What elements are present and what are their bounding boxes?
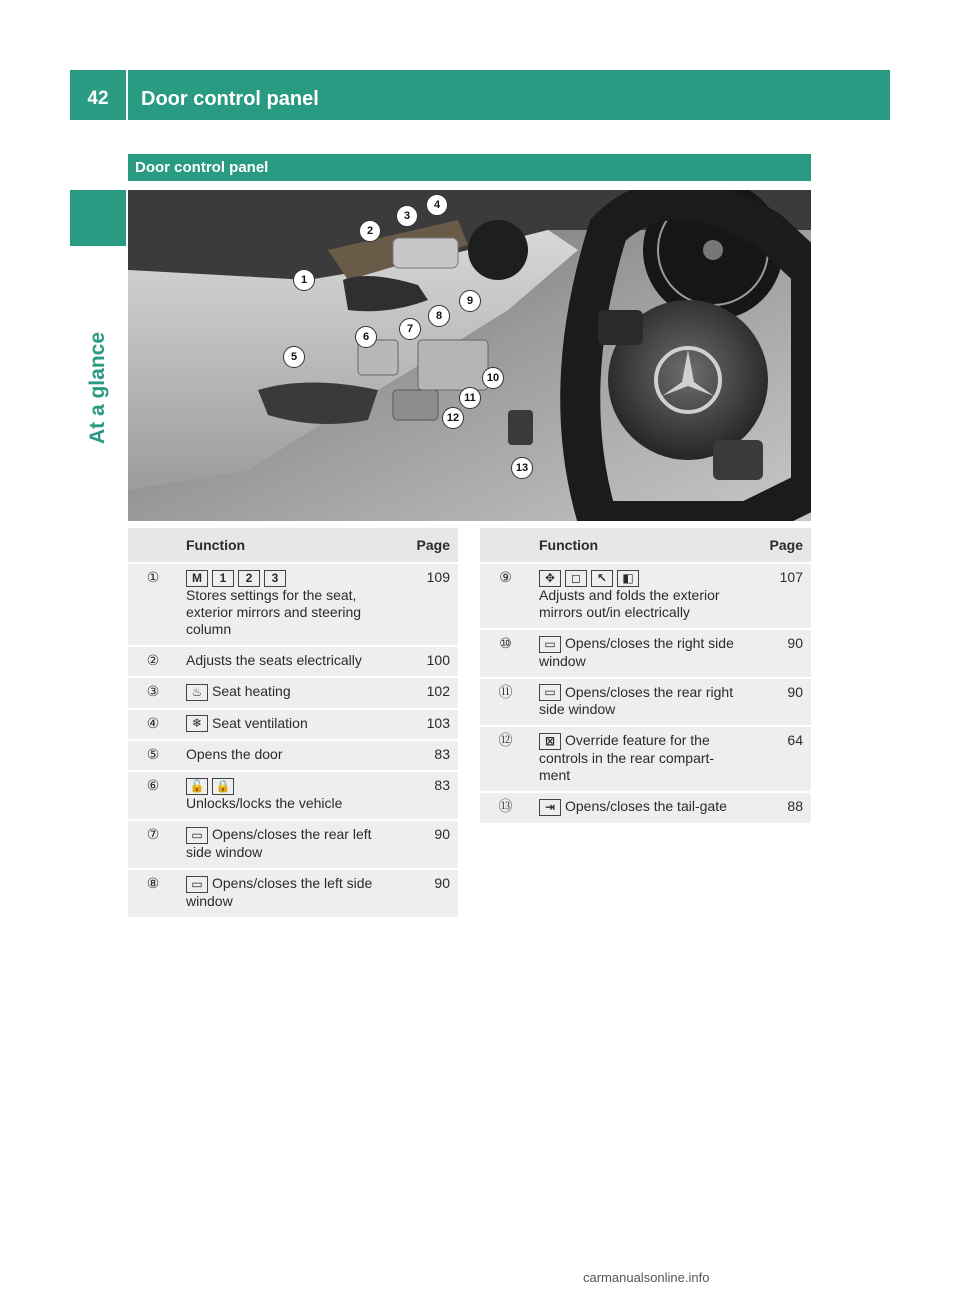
callout-13: 13 xyxy=(511,457,533,479)
window-icon: ▭ xyxy=(539,636,561,653)
mirror-right-icon: ◧ xyxy=(617,570,639,587)
row-page[interactable]: 90 xyxy=(397,868,458,917)
function-text: Opens/closes the tail-gate xyxy=(565,798,727,815)
function-text: Opens/closes the rear left side window xyxy=(186,826,372,860)
row-function xyxy=(178,645,397,676)
table-row xyxy=(128,739,458,770)
table-row xyxy=(480,725,811,791)
row-function xyxy=(178,819,397,868)
function-text: Adjusts and folds the exterior mirrors out/in electrically xyxy=(539,586,720,620)
override-icon: ⊠ xyxy=(539,733,561,750)
callout-7: 7 xyxy=(399,318,421,340)
callout-12: 12 xyxy=(442,407,464,429)
mirror-adjust-icon: ✥ xyxy=(539,570,561,587)
callout-3: 3 xyxy=(396,205,418,227)
row-number: ⑨ xyxy=(480,562,531,628)
row-page[interactable]: 103 xyxy=(397,708,458,740)
callout-4: 4 xyxy=(426,194,448,216)
table-row xyxy=(128,562,458,645)
row-page[interactable]: 64 xyxy=(750,725,811,791)
function-text: Opens/closes the left side window xyxy=(186,874,373,909)
function-text: Stores settings for the seat, exterior mirrors and steering column xyxy=(186,586,362,637)
page-number: 42 xyxy=(87,88,109,109)
key-icons xyxy=(539,798,565,814)
row-number: ⑧ xyxy=(128,868,178,917)
key-icons xyxy=(186,875,212,891)
side-tab-label: At a glance xyxy=(86,331,109,445)
key-icons xyxy=(539,635,565,651)
table-row xyxy=(128,819,458,868)
table-header-num xyxy=(480,528,531,562)
table-row xyxy=(480,628,811,677)
row-function xyxy=(531,628,750,677)
window-icon: ▭ xyxy=(186,876,208,893)
function-text: Unlocks/locks the vehicle xyxy=(186,795,343,812)
row-function xyxy=(178,739,397,770)
table-row xyxy=(480,791,811,823)
row-page[interactable]: 100 xyxy=(397,645,458,676)
side-tab-block xyxy=(70,190,126,246)
window-icon: ▭ xyxy=(186,827,208,844)
row-function xyxy=(178,708,397,740)
mirror-fold-icon: ↖ xyxy=(591,570,613,587)
row-page[interactable]: 102 xyxy=(397,676,458,708)
callout-2: 2 xyxy=(359,220,381,242)
row-number: ⑤ xyxy=(128,739,178,770)
callout-5: 5 xyxy=(283,346,305,368)
mirror-icon: ◻ xyxy=(565,570,587,587)
callout-6: 6 xyxy=(355,326,377,348)
function-text: Seat ventilation xyxy=(212,714,308,731)
row-page[interactable]: 83 xyxy=(397,739,458,770)
row-number: ⑫ xyxy=(480,725,531,791)
row-page[interactable]: 90 xyxy=(750,677,811,726)
seat-ventilation-icon: ❄ xyxy=(186,715,208,732)
window-icon: ▭ xyxy=(539,684,561,701)
row-number: ⑦ xyxy=(128,819,178,868)
callout-8: 8 xyxy=(428,305,450,327)
memory-key-icon: 1 xyxy=(212,570,234,587)
tailgate-icon: ⇥ xyxy=(539,799,561,816)
key-icons xyxy=(186,569,389,587)
callout-11: 11 xyxy=(459,387,481,409)
key-icons xyxy=(186,777,389,795)
row-number: ⑬ xyxy=(480,791,531,823)
table-row xyxy=(480,677,811,726)
callout-10: 10 xyxy=(482,367,504,389)
table-header-function: Function xyxy=(531,528,750,562)
row-function xyxy=(531,677,750,726)
table-header-page: Page xyxy=(397,528,458,562)
function-text: Seat heating xyxy=(212,682,291,699)
page-title: Door control panel xyxy=(141,88,319,110)
function-text: Opens/closes the right side window xyxy=(539,634,734,669)
table-row xyxy=(128,676,458,708)
memory-key-icon: 2 xyxy=(238,570,260,587)
memory-key-icon: M xyxy=(186,570,208,587)
row-function xyxy=(531,725,750,791)
row-function xyxy=(178,562,397,645)
row-function xyxy=(178,770,397,819)
unlock-icon: 🔓 xyxy=(186,778,208,795)
table-row xyxy=(480,562,811,628)
door-control-panel-photo xyxy=(128,190,811,521)
lock-icon: 🔒 xyxy=(212,778,234,795)
callout-9: 9 xyxy=(459,290,481,312)
function-text: Adjusts the seats electrically xyxy=(186,651,362,668)
section-title: Door control panel xyxy=(135,159,269,176)
row-function xyxy=(178,868,397,917)
callout-1: 1 xyxy=(293,269,315,291)
function-text: Opens/closes the rear right side window xyxy=(539,683,734,718)
table-row xyxy=(128,770,458,819)
row-function xyxy=(531,562,750,628)
row-page[interactable]: 90 xyxy=(397,819,458,868)
key-icons xyxy=(539,569,742,587)
row-page[interactable]: 90 xyxy=(750,628,811,677)
row-number: ② xyxy=(128,645,178,676)
table-header-num xyxy=(128,528,178,562)
row-function xyxy=(531,791,750,823)
row-number: ③ xyxy=(128,676,178,708)
row-number: ⑪ xyxy=(480,677,531,726)
key-icons xyxy=(539,732,565,748)
function-text: Opens the door xyxy=(186,746,283,763)
function-table-right xyxy=(480,528,811,823)
key-icons xyxy=(186,826,212,842)
key-icons xyxy=(539,684,565,700)
row-number: ① xyxy=(128,562,178,645)
seat-heating-icon: ♨ xyxy=(186,684,208,701)
watermark-text: carmanualsonline.info xyxy=(583,1270,710,1285)
row-page[interactable]: 109 xyxy=(397,562,458,645)
function-table-left xyxy=(128,528,458,917)
table-row xyxy=(128,868,458,917)
function-text: Override feature for the controls in the rear compart-ment xyxy=(539,732,715,784)
row-page[interactable]: 83 xyxy=(397,770,458,819)
key-icons xyxy=(186,683,212,699)
row-number: ⑩ xyxy=(480,628,531,677)
table-header-page: Page xyxy=(750,528,811,562)
memory-key-icon: 3 xyxy=(264,570,286,587)
row-number: ⑥ xyxy=(128,770,178,819)
key-icons xyxy=(186,715,212,731)
header-divider xyxy=(126,70,128,120)
table-row xyxy=(128,645,458,676)
row-number: ④ xyxy=(128,708,178,740)
row-page[interactable]: 107 xyxy=(750,562,811,628)
row-page[interactable]: 88 xyxy=(750,791,811,823)
row-function xyxy=(178,676,397,708)
table-header-function: Function xyxy=(178,528,397,562)
table-row xyxy=(128,708,458,740)
